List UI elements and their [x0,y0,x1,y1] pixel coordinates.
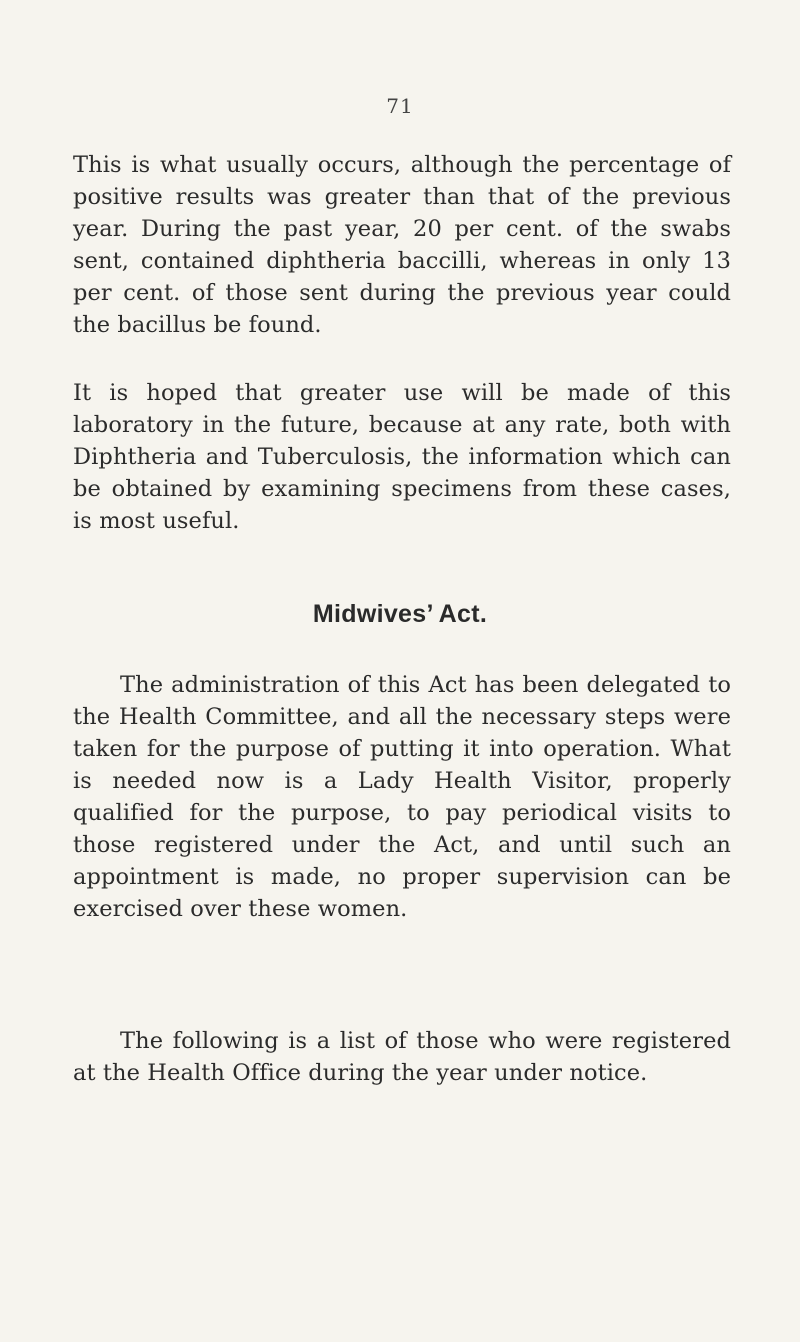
section-heading-midwives-act: Midwives’ Act. [312,600,488,628]
paragraph-registration-list-intro: The following is a list of those who were registered at the Health Office during the year under notice. [73,1028,731,1086]
paragraph-act-administration: The administration of this Act has been delegated to the Health Committee, and all the necessary steps were taken for the purpose of putting it into operation. What is needed now is a Lady Health Visitor, properly qualified for the purpose, to pay periodical visits to those registered under the Act, and until such an appointment is made, no proper supervision can be exercised over these women. [73,672,731,922]
paragraph-laboratory-use: It is hoped that greater use will be made of this laboratory in the future, because at any rate, both with Diphtheria and Tuberculosis, the information which can be obtained by examining specimens from these cases, is most useful. [73,380,731,534]
page-number: 71 [386,94,414,118]
paragraph-swab-results: This is what usually occurs, although the percentage of positive results was greater than that of the previous year. During the past year, 20 per cent. of the swabs sent, contained diphtheria baccilli, whereas in only 13 per cent. of those sent during the previous year could the bacillus be found. [73,152,731,338]
